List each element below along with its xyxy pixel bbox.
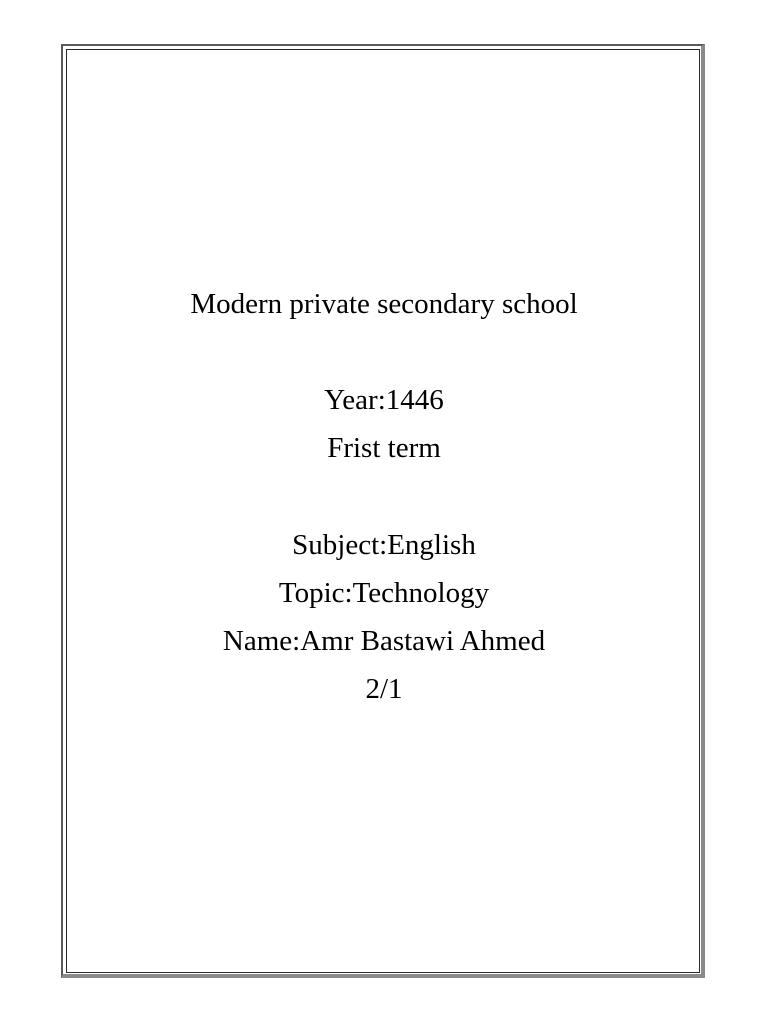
topic-line: Topic:Technology	[278, 577, 490, 609]
class-line: 2/1	[365, 673, 403, 705]
page-border-inner	[66, 49, 700, 973]
school-name: Modern private secondary school	[190, 288, 578, 320]
term-line: Frist term	[327, 432, 441, 464]
subject-line: Subject:English	[292, 529, 476, 561]
year-line: Year:1446	[324, 384, 444, 416]
student-name-line: Name:Amr Bastawi Ahmed	[222, 625, 546, 657]
page-border	[61, 44, 705, 978]
